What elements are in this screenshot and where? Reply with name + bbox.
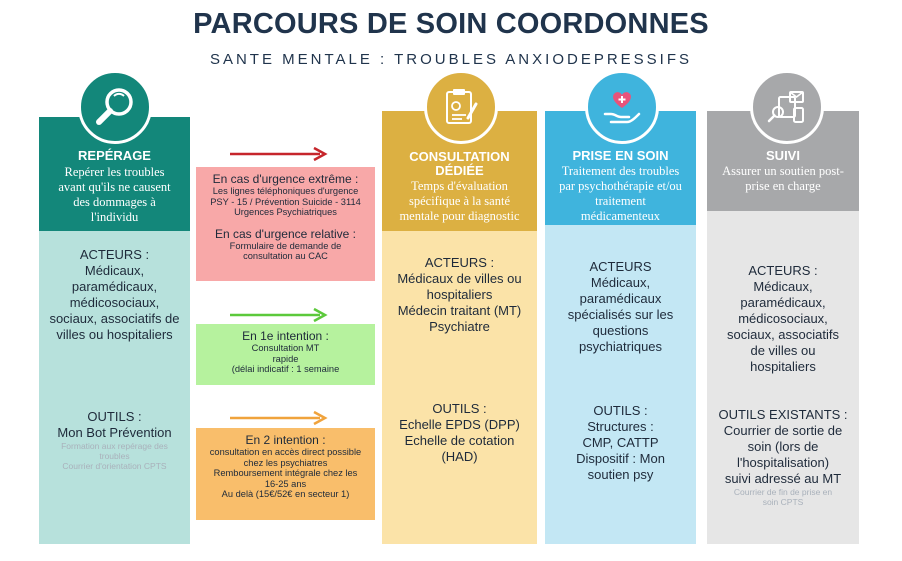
reperage-body <box>39 231 190 544</box>
intention1-title: En 1e intention : <box>242 329 329 343</box>
prise-en-soin-acteurs: ACTEURS Médicaux, paramédicaux spécialisés sur les questions psychiatriques <box>567 259 674 354</box>
page-subtitle: SANTE MENTALE : TROUBLES ANXIODEPRESSIFS <box>209 51 693 68</box>
consultation-outils: OUTILS : Echelle EPDS (DPP) Echelle de cotation (HAD) <box>399 401 520 464</box>
reperage-description: Repérer les troubles avant qu'ils ne causent des dommages à l'individu <box>58 165 171 224</box>
suivi-outils: OUTILS EXISTANTS : Courrier de sortie de soin (lors de l'hospitalisation) suivi adressé au MT Courrier de fin de prise en soin CPTS <box>718 407 848 507</box>
intention1-card: En 1e intention : Consultation MT rapide (délai indicatif : 1 semaine <box>196 324 375 385</box>
suivi-description: Assurer un soutien post- prise en charge <box>722 164 844 193</box>
urgence-card: En cas d'urgence extrême : Les lignes téléphoniques d'urgence PSY - 15 / Prévention Suicide - 3114 Urgences Psychiatriques En cas d'urgence relative : Formulaire de demande de consultation au CAC <box>196 167 375 281</box>
reperage-acteurs: ACTEURS : Médicaux, paramédicaux, médicosociaux, sociaux, associatifs de villes ou hospitaliers <box>49 247 180 342</box>
magnifier-icon <box>90 82 140 132</box>
prise-en-soin-icon-circle <box>585 70 659 144</box>
consultation-heading: CONSULTATION DÉDIÉE <box>409 149 510 178</box>
consultation-acteurs: ACTEURS : Médicaux de villes ou hospitaliers Médecin traitant (MT) Psychiatre <box>397 255 522 334</box>
consultation-icon-circle <box>424 70 498 144</box>
consultation-body <box>382 231 537 544</box>
clipboard-icon <box>438 84 484 130</box>
prise-en-soin-description: Traitement des troubles par psychothérapie et/ou traitement médicamenteux <box>559 164 682 223</box>
prise-en-soin-outils: OUTILS : Structures : CMP, CATTP Dispositif : Mon soutien psy <box>576 403 665 482</box>
suivi-acteurs: ACTEURS : Médicaux, paramédicaux, médicosociaux, sociaux, associatifs de villes ou hospitaliers <box>727 263 839 374</box>
consultation-description: Temps d'évaluation spécifique à la santé mentale pour diagnostic <box>399 179 520 223</box>
reperage-column <box>39 117 190 544</box>
consultation-column <box>382 111 537 544</box>
urgence-extreme-title: En cas d'urgence extrême : <box>212 172 359 186</box>
suivi-heading: SUIVI <box>766 148 800 163</box>
intention2-card: En 2 intention : consultation en accès direct possible chez les psychiatres Remboursement intégrale chez les 16-25 ans Au delà (15€/52€ en secteur 1) <box>196 428 375 520</box>
reperage-icon-circle <box>78 70 152 144</box>
page-title: PARCOURS DE SOIN COORDONNES <box>193 8 709 40</box>
reperage-heading: REPÉRAGE <box>78 148 151 163</box>
prise-en-soin-column <box>545 111 696 544</box>
intention2-title: En 2 intention : <box>245 433 326 447</box>
documents-icon <box>763 83 811 131</box>
intention2-arrow <box>230 410 328 426</box>
intention1-arrow <box>230 307 328 323</box>
suivi-column <box>707 111 859 544</box>
prise-en-soin-body <box>545 225 696 544</box>
prise-en-soin-heading: PRISE EN SOIN <box>572 148 669 163</box>
suivi-icon-circle <box>750 70 824 144</box>
reperage-outils: OUTILS : Mon Bot Prévention Formation aux repérage des troubles Courrier d'orientation CPTS <box>57 409 172 471</box>
urgence-arrow <box>230 146 328 162</box>
hand-heart-icon <box>599 84 645 130</box>
suivi-body <box>707 211 859 544</box>
urgence-relative-title: En cas d'urgence relative : <box>214 226 357 241</box>
